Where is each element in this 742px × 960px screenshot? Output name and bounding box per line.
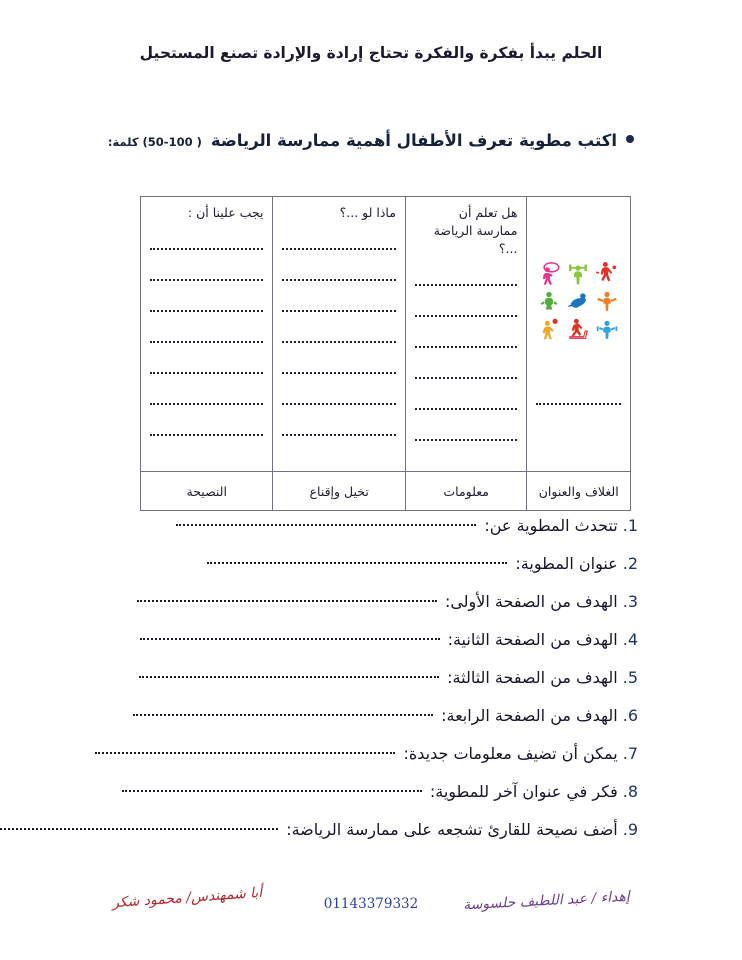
answer-dotted-line[interactable] (95, 752, 395, 754)
hoop-gymnast-icon (536, 260, 562, 286)
question-text: فكر في عنوان آخر للمطوية: (429, 782, 618, 801)
table-column-advice (141, 197, 272, 471)
dotted-line (415, 419, 518, 441)
list-item (0, 554, 742, 592)
answer-dotted-line[interactable] (139, 676, 439, 678)
answer-dotted-line[interactable] (207, 562, 507, 564)
footer-cell-advice: النصيحة (186, 483, 227, 499)
column-header-advice: يجب علينا أن : (187, 205, 264, 220)
list-item (0, 744, 742, 782)
questions-list (0, 516, 742, 858)
treadmill-runner-icon (565, 316, 591, 342)
sports-icon-grid (534, 259, 622, 343)
dotted-line (150, 321, 263, 343)
question-text: الهدف من الصفحة الثانية: (447, 630, 618, 649)
dotted-line (282, 228, 395, 250)
dotted-line (415, 388, 518, 410)
dotted-line (282, 383, 395, 405)
dotted-line (536, 383, 621, 405)
cover-column-dotted-lines (536, 383, 621, 414)
dotted-line (282, 290, 395, 312)
table-body (141, 197, 630, 471)
column-header-imagine: ماذا لو ...؟ (339, 205, 396, 220)
answer-dotted-line[interactable] (122, 790, 422, 792)
list-item (0, 630, 742, 668)
list-item (0, 782, 742, 820)
question-text: يمكن أن تضيف معلومات جديدة: (403, 744, 618, 763)
dotted-line (282, 352, 395, 374)
question-text: الهدف من الصفحة الثالثة: (447, 668, 618, 687)
author-signature: أبا شمهندس/ محمود شكر (111, 884, 263, 912)
list-item (0, 820, 742, 858)
table-column-imagine (272, 197, 404, 471)
answer-dotted-line[interactable] (0, 828, 278, 830)
dotted-line (415, 326, 518, 348)
dotted-line (150, 352, 263, 374)
yoga-athlete-icon (536, 288, 562, 314)
dumbbell-lifter-icon (594, 316, 620, 342)
swimmer-icon (565, 288, 591, 314)
task-word-count: ( 50-100) كلمة: (107, 135, 202, 149)
weightlifter-icon (565, 260, 591, 286)
question-text: أضف نصيحة للقارئ تشجعه على ممارسة الرياضة: (286, 820, 618, 839)
dotted-line (150, 259, 263, 281)
dotted-line (150, 228, 263, 250)
dotted-line (415, 264, 518, 286)
dotted-line (150, 414, 263, 436)
question-number: 2. (622, 554, 638, 573)
dedication-signature: إهداء / عبد اللطيف حلسوسة (462, 888, 631, 914)
question-number: 9. (622, 820, 638, 839)
question-number: 5. (622, 668, 638, 687)
basketball-player-icon (536, 316, 562, 342)
question-number: 1. (622, 516, 638, 535)
task-heading (94, 131, 634, 150)
question-number: 3. (622, 592, 638, 611)
advice-column-dotted-lines (150, 228, 263, 436)
table-column-cover (526, 197, 630, 471)
table-footer-row (141, 471, 630, 510)
dotted-line (282, 321, 395, 343)
footer-cell-imagine: تخيل وإقناع (272, 472, 404, 510)
list-item (0, 592, 742, 630)
dotted-line (415, 295, 518, 317)
question-number: 6. (622, 706, 638, 725)
bullet-dot-icon (626, 135, 634, 143)
question-number: 4. (622, 630, 638, 649)
question-text: الهدف من الصفحة الأولى: (444, 592, 618, 611)
question-number: 8. (622, 782, 638, 801)
question-text: الهدف من الصفحة الرابعة: (441, 706, 618, 725)
task-title: اكتب مطوية تعرف الأطفال أهمية ممارسة الرياضة (210, 131, 617, 150)
jumping-athlete-icon (594, 288, 620, 314)
contact-phone-number: 01143379332 (323, 896, 419, 912)
imagine-column-dotted-lines (282, 228, 395, 436)
table-column-information (405, 197, 527, 471)
question-number: 7. (622, 744, 638, 763)
answer-dotted-line[interactable] (133, 714, 433, 716)
list-item (0, 668, 742, 706)
page-motto: الحلم يبدأ بفكرة والفكرة تحتاج إرادة والإرادة تصنع المستحيل (139, 44, 603, 62)
foldable-planner-table (140, 196, 631, 511)
list-item (0, 706, 742, 744)
dotted-line (282, 259, 395, 281)
column-header-information: هل تعلم أن ممارسة الرياضة ...؟ (433, 205, 518, 257)
dotted-line (150, 290, 263, 312)
information-column-dotted-lines (415, 264, 518, 441)
dotted-line (150, 383, 263, 405)
footer-cell-information: معلومات (405, 472, 527, 510)
answer-dotted-line[interactable] (137, 600, 437, 602)
question-text: عنوان المطوية: (515, 554, 618, 573)
list-item (0, 516, 742, 554)
answer-dotted-line[interactable] (176, 524, 476, 526)
answer-dotted-line[interactable] (140, 638, 440, 640)
dotted-line (282, 414, 395, 436)
dotted-line (415, 357, 518, 379)
question-text: تتحدث المطوية عن: (484, 516, 618, 535)
athlete-throwing-icon (594, 260, 620, 286)
footer-cell-cover: الغلاف والعنوان (526, 472, 630, 510)
